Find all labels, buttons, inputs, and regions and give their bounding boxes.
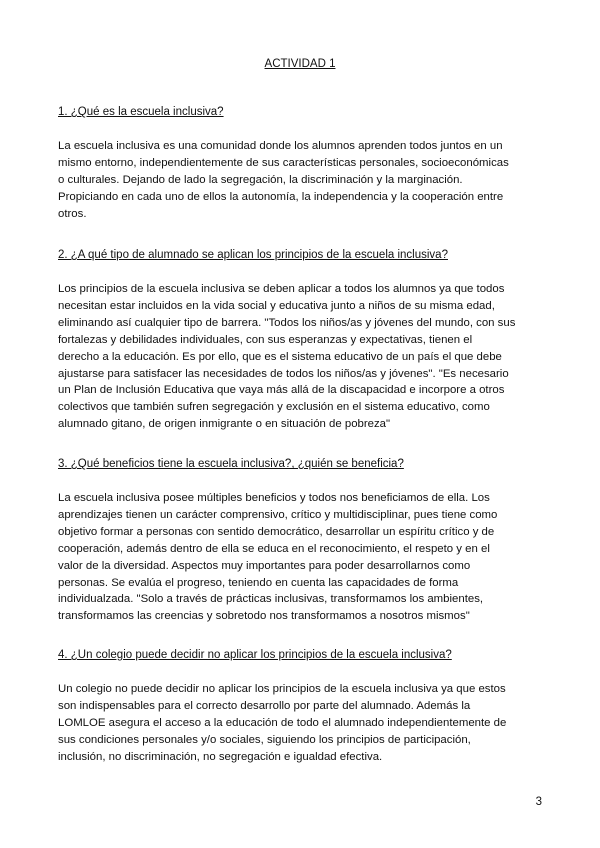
answer-line: ajustarse para satisfacer las necesidades de todos los niños/as y jóvenes". "Es necesario (58, 367, 509, 380)
document-title: ACTIVIDAD 1 (264, 58, 336, 70)
answer-1-paragraph (58, 138, 550, 223)
answer-line: colectivos que también sufren segregación y exclusión en el sistema educativo, como (58, 401, 490, 414)
answer-line: necesitan estar incluidos en la vida social y educativa junto a niños de su misma edad, (58, 299, 495, 312)
answer-line: Un colegio no puede decidir no aplicar los principios de la escuela inclusiva ya que estos (58, 683, 506, 695)
answer-line: transformamos las creencias y sobretodo nos transformamos a nosotros mismos" (58, 610, 470, 623)
section-4 (58, 647, 550, 766)
question-2-heading: 2. ¿A qué tipo de alumnado se aplican los principios de la escuela inclusiva? (58, 249, 448, 261)
answer-line: individualzada. "Solo a través de prácticas inclusivas, transformamos los ambientes, (58, 593, 484, 606)
section-2 (58, 247, 550, 433)
answer-4-paragraph (58, 681, 550, 766)
answer-line: mismo entorno, independientemente de sus características personales, socioeconómicas (58, 156, 509, 169)
answer-line: derecho a la educación. Es por ello, que es el sistema educativo de un país el que debe (58, 350, 502, 363)
answer-line: valor de la diversidad. Aspectos muy importantes para poder desarrollarnos como (58, 559, 471, 572)
section-3 (58, 456, 550, 625)
answer-line: fortalezas y debilidades individuales, con sus esperanzas y expectativas, tienen el (58, 333, 473, 346)
question-3-heading: 3. ¿Qué beneficios tiene la escuela inclusiva?, ¿quién se beneficia? (58, 458, 404, 470)
answer-line: personas. Se evalúa el progreso, teniendo en cuenta las capacidades de forma (58, 576, 459, 589)
answer-line: eliminando así cualquier tipo de barrera. "Todos los niños/as y jóvenes del mundo, con sus (58, 316, 516, 329)
answer-line: sus condiciones personales y/o sociales, siguiendo los principios de participación, (58, 733, 471, 746)
answer-2-paragraph (58, 281, 550, 433)
answer-line: otros. (58, 207, 87, 220)
question-1-heading: 1. ¿Qué es la escuela inclusiva? (58, 106, 224, 118)
question-4-heading: 4. ¿Un colegio puede decidir no aplicar los principios de la escuela inclusiva? (58, 649, 452, 661)
answer-line: objetivo formar a personas con sentido democrático, desarrollar un espíritu crítico y de (58, 525, 495, 538)
answer-line: LOMLOE asegura el acceso a la educación de todo el alumnado independientemente de (58, 716, 507, 729)
answer-line: La escuela inclusiva es una comunidad donde los alumnos aprenden todos juntos en un (58, 140, 503, 152)
answer-line: Los principios de la escuela inclusiva se deben aplicar a todos los alumnos ya que todos (58, 283, 505, 295)
answer-3-paragraph (58, 490, 550, 625)
section-1 (58, 104, 550, 223)
answer-line: aprendizajes tienen un carácter comprensivo, crítico y multidisciplinar, pues tiene como (58, 508, 498, 521)
answer-line: cooperación, además dentro de ella se educa en el reconocimiento, el respeto y en el (58, 542, 490, 555)
answer-line: o culturales. Dejando de lado la segregación, la discriminación y la marginación. (58, 173, 463, 186)
page-number: 3 (535, 796, 542, 808)
answer-line: un Plan de Inclusión Educativa que vaya más allá de la discapacidad e incorpore a otros (58, 384, 505, 397)
answer-line: son indispensables para el correcto desarrollo por parte del alumnado. Además la (58, 699, 471, 712)
answer-line: alumnado gitano, de origen inmigrante o en situación de pobreza" (58, 418, 391, 431)
answer-line: La escuela inclusiva posee múltiples beneficios y todos nos beneficiamos de ella. Los (58, 492, 490, 504)
answer-line: inclusión, no discriminación, no segregación e igualdad efectiva. (58, 750, 383, 763)
answer-line: Propiciando en cada uno de ellos la autonomía, la independencia y la cooperación entre (58, 190, 504, 203)
